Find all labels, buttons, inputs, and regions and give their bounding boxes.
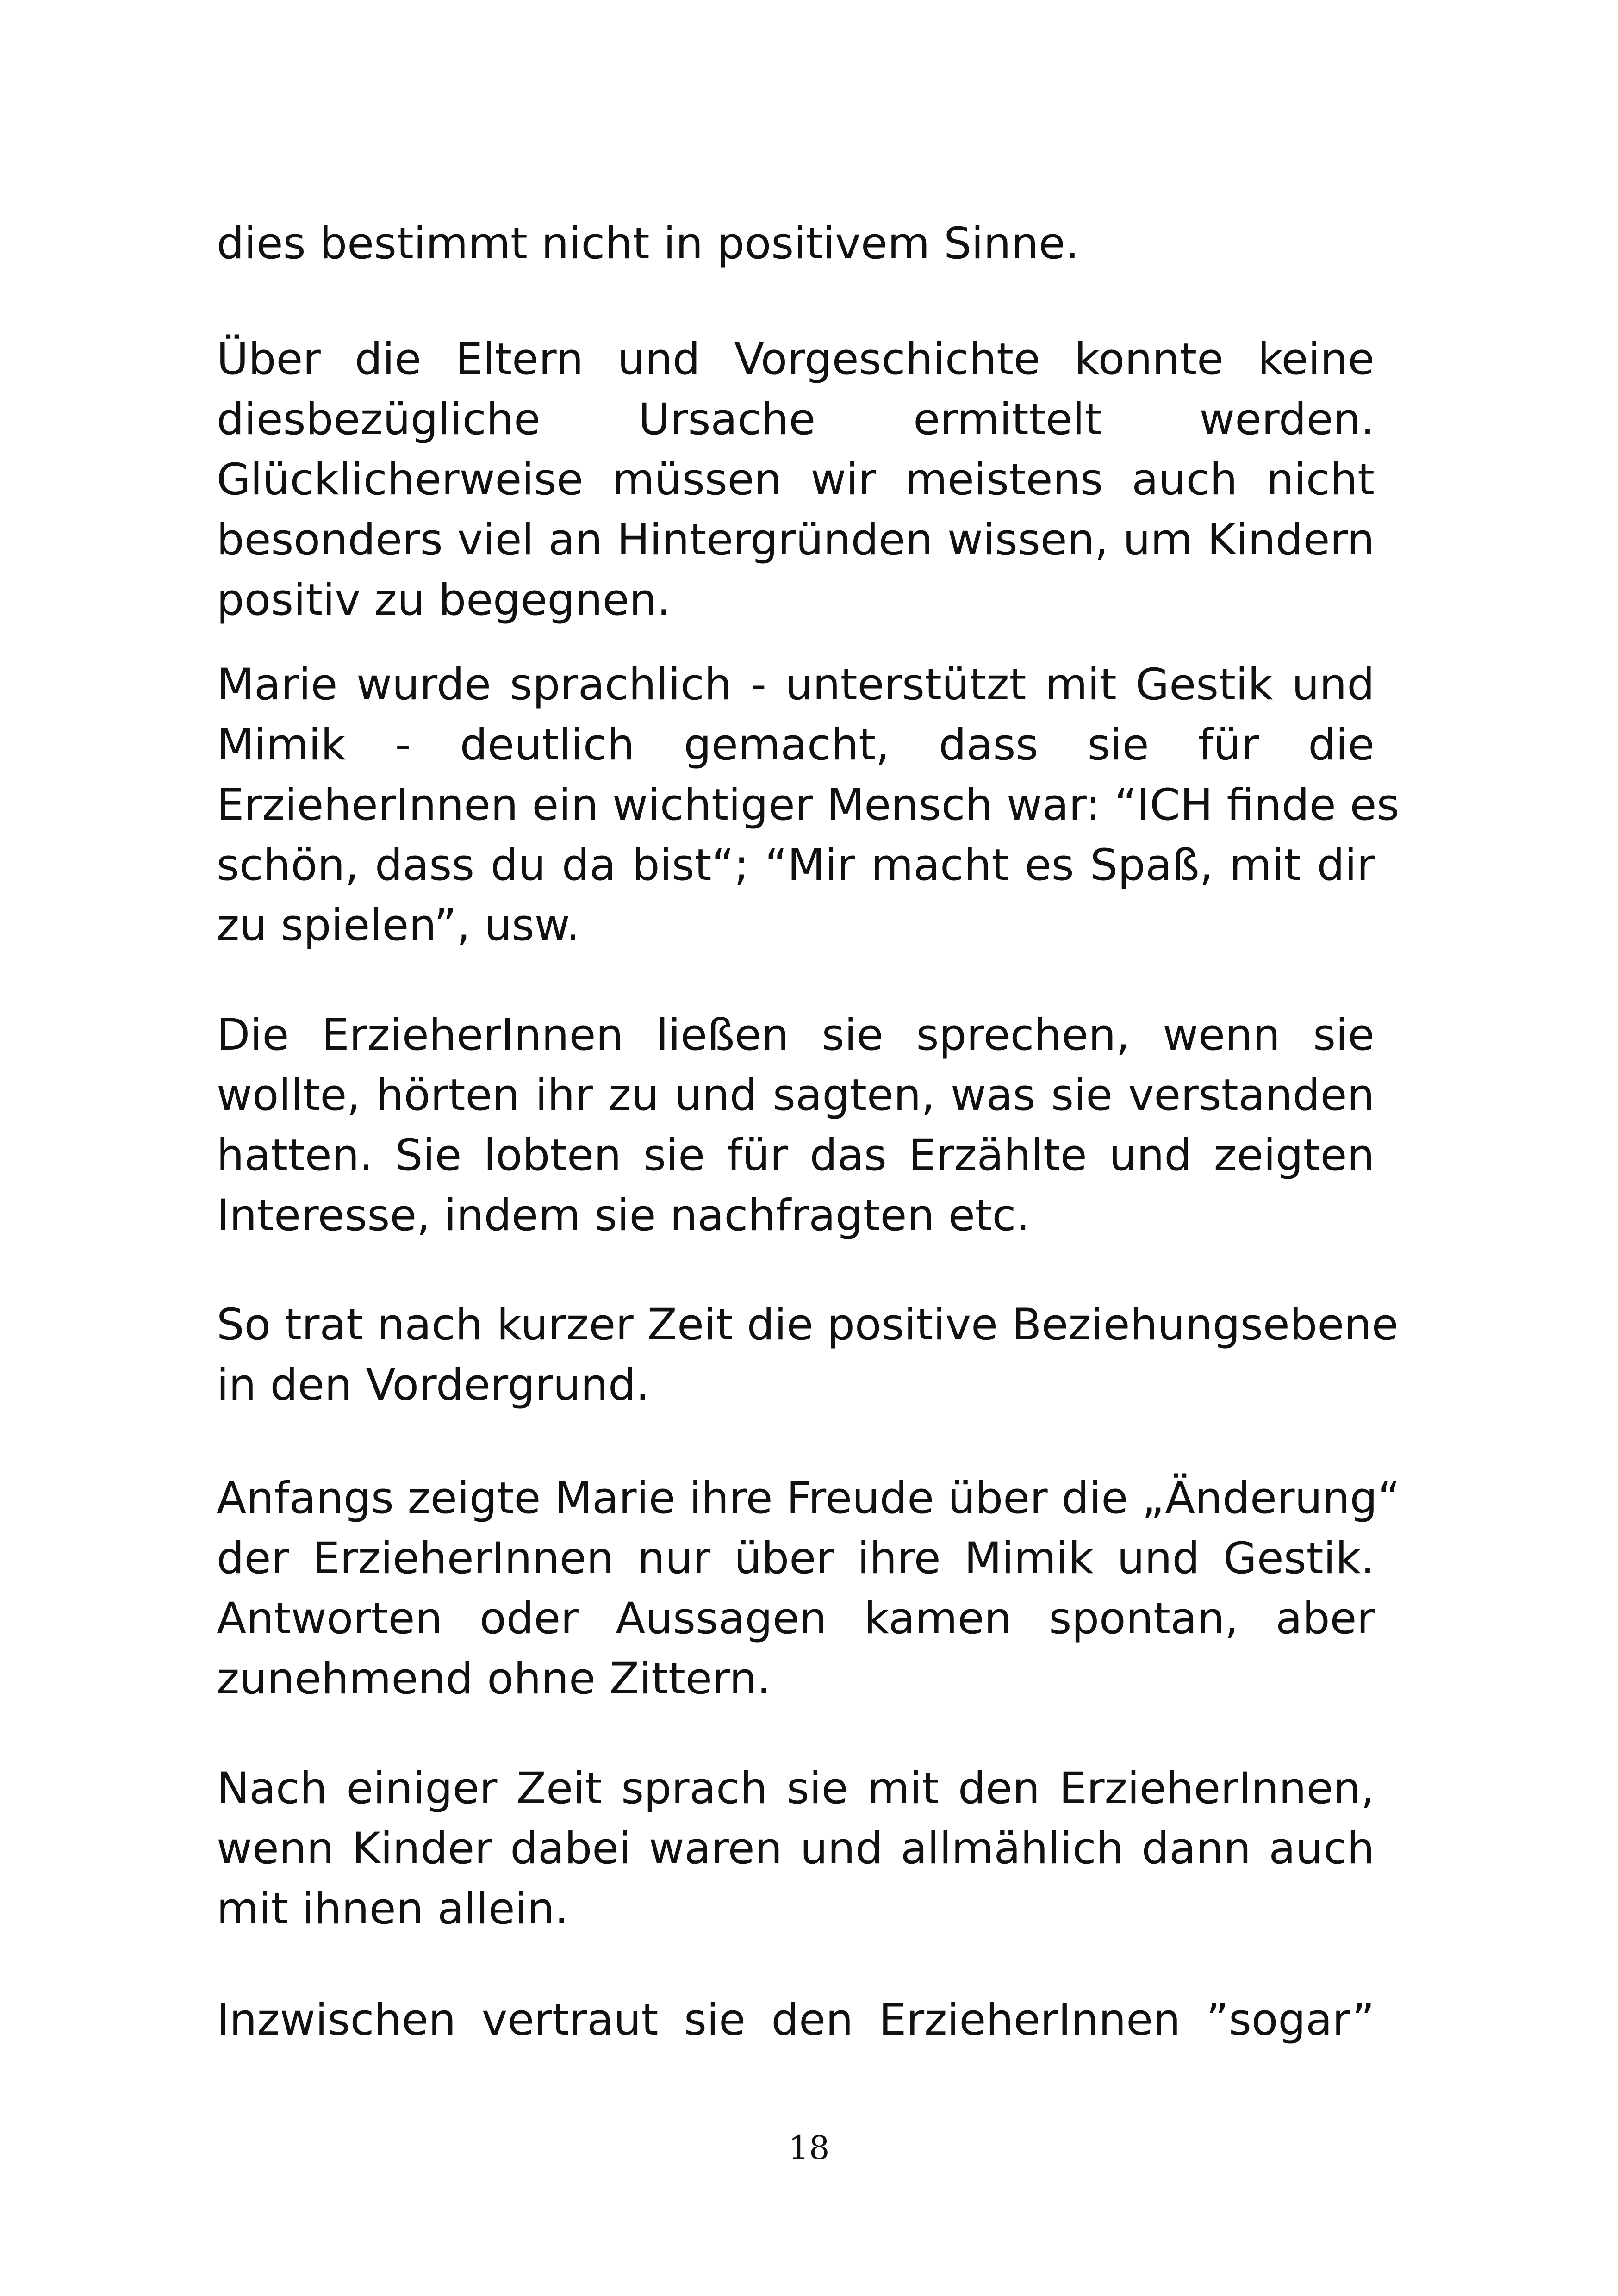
text-line: Marie wurde sprachlich - unterstützt mit Gestik und (217, 660, 1375, 710)
text-line: Interesse, indem sie nachfragten etc. (217, 1190, 1030, 1241)
text-line: wenn Kinder dabei waren und allmählich dann auch (217, 1823, 1375, 1874)
text-line: der ErzieherInnen nur über ihre Mimik und Gestik. (217, 1533, 1375, 1584)
text-line: zunehmend ohne Zittern. (217, 1654, 771, 1704)
text-line: Mimik - deutlich gemacht, dass sie für die (217, 720, 1375, 770)
paragraph-6 (217, 1468, 1400, 1709)
text-line: zu spielen”, usw. (217, 900, 580, 951)
paragraph-4 (217, 1005, 1375, 1246)
text-line: positiv zu begegnen. (217, 575, 671, 625)
paragraph-2 (217, 330, 1375, 630)
text-line: wollte, hörten ihr zu und sagten, was sie verstanden (217, 1070, 1375, 1120)
paragraph-7 (217, 1759, 1375, 1939)
text-line: mit ihnen allein. (217, 1884, 569, 1934)
text-line: Über die Eltern und Vorgeschichte konnte keine (217, 334, 1375, 385)
text-line: So trat nach kurzer Zeit die positive Beziehungsebene (217, 1300, 1399, 1350)
text-line: Anfangs zeigte Marie ihre Freude über die „Änderung“ (217, 1473, 1400, 1524)
text-line: dies bestimmt nicht in positivem Sinne. (217, 218, 1079, 269)
text-line: Antworten oder Aussagen kamen spontan, aber (217, 1593, 1375, 1644)
text-line: Nach einiger Zeit sprach sie mit den ErzieherInnen, (217, 1763, 1375, 1814)
text-line: Inzwischen vertraut sie den ErzieherInnen ”sogar” (217, 1995, 1375, 2045)
text-line: besonders viel an Hintergründen wissen, um Kindern (217, 515, 1375, 565)
text-line: in den Vordergrund. (217, 1360, 650, 1410)
page-number: 18 (788, 2129, 830, 2167)
text-line: ErzieherInnen ein wichtiger Mensch war: “ICH finde es (217, 780, 1400, 830)
paragraph-5 (217, 1295, 1399, 1415)
paragraph-8 (217, 1990, 1375, 2050)
text-line: Die ErzieherInnen ließen sie sprechen, wenn sie (217, 1010, 1375, 1060)
paragraph-1 (217, 214, 1375, 274)
text-line: hatten. Sie lobten sie für das Erzählte und zeigten (217, 1130, 1375, 1181)
text-line: Glücklicherweise müssen wir meistens auch nicht (217, 454, 1375, 505)
paragraph-3 (217, 655, 1400, 956)
text-line: diesbezügliche Ursache ermittelt werden. (217, 394, 1375, 445)
text-line: schön, dass du da bist“; “Mir macht es Spaß, mit dir (217, 840, 1375, 890)
